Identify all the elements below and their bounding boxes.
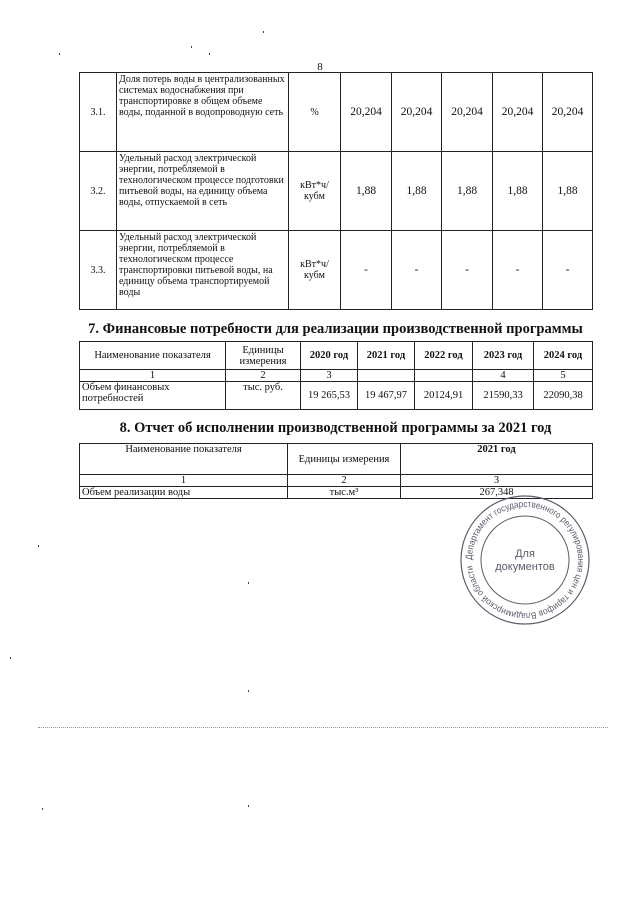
scan-speck bbox=[191, 46, 192, 48]
indicator-value: 1,88 bbox=[442, 152, 493, 231]
indicator-value: 20,204 bbox=[442, 73, 493, 152]
index-cell: 1 bbox=[80, 475, 288, 487]
indicator-name: Доля потерь воды в централизованных системах водоснабжения при транспортировке в общем объеме воды, поданной в водопроводную сеть bbox=[117, 73, 289, 152]
scan-speck bbox=[248, 582, 249, 584]
scan-speck bbox=[209, 53, 210, 55]
index-cell: 1 bbox=[80, 370, 226, 382]
official-stamp bbox=[459, 494, 591, 626]
indicator-unit: % bbox=[289, 73, 341, 152]
scan-artifact-line bbox=[38, 727, 608, 728]
indicator-value: - bbox=[442, 231, 493, 310]
row-number: 3.1. bbox=[80, 73, 117, 152]
indicator-name: Объем реализации воды bbox=[80, 487, 288, 499]
indicator-name: Удельный расход электрической энергии, потребляемой в технологическом процессе транспортировки питьевой воды, на единицу объема транспортируемой воды bbox=[117, 231, 289, 310]
row-number: 3.3. bbox=[80, 231, 117, 310]
scan-speck bbox=[10, 657, 11, 659]
financial-value: 19 467,97 bbox=[358, 382, 415, 410]
indicator-value: - bbox=[543, 231, 593, 310]
table-header-row bbox=[80, 342, 593, 370]
indicator-value: 1,88 bbox=[493, 152, 543, 231]
indicator-value: 20,204 bbox=[341, 73, 392, 152]
column-header: Единицы измерения bbox=[226, 342, 301, 370]
indicator-unit: кВт*ч/ кубм bbox=[289, 231, 341, 310]
column-header: 2021 год bbox=[358, 342, 415, 370]
indicator-value: 20,204 bbox=[493, 73, 543, 152]
stamp-center-line2: документов bbox=[495, 561, 555, 573]
stamp-graphic bbox=[459, 494, 591, 626]
financial-needs-table bbox=[79, 341, 593, 410]
index-cell: 2 bbox=[288, 475, 401, 487]
scan-speck bbox=[248, 690, 249, 692]
row-number: 3.2. bbox=[80, 152, 117, 231]
page-number: 8 bbox=[317, 61, 323, 73]
table-row bbox=[80, 73, 593, 152]
index-cell: 4 bbox=[473, 370, 534, 382]
index-cell: 3 bbox=[401, 475, 593, 487]
column-header: Единицы измерения bbox=[288, 444, 401, 475]
stamp-ring-text: Департамент государственного регулирования цен и тарифов Владимирской области bbox=[463, 498, 587, 622]
section-8-title: 8. Отчет об исполнении производственной программы за 2021 год bbox=[119, 420, 552, 436]
indicator-value: 1,88 bbox=[341, 152, 392, 231]
financial-value: 21590,33 bbox=[473, 382, 534, 410]
financial-value: 19 265,53 bbox=[301, 382, 358, 410]
table-header-row bbox=[80, 444, 593, 475]
column-header: 2024 год bbox=[534, 342, 593, 370]
scan-speck bbox=[42, 808, 43, 810]
indicator-value: 1,88 bbox=[392, 152, 442, 231]
column-header: 2023 год bbox=[473, 342, 534, 370]
program-report-table bbox=[79, 443, 593, 499]
indicator-name: Удельный расход электрической энергии, потребляемой в технологическом процессе подготовки питьевой воды, на единицу объема воды, отпускаемой в сеть bbox=[117, 152, 289, 231]
indicator-value: - bbox=[392, 231, 442, 310]
report-value: 267,348 bbox=[401, 487, 593, 499]
scan-speck bbox=[263, 31, 264, 33]
column-header: Наименование показателя bbox=[80, 444, 288, 475]
section-7-title: 7. Финансовые потребности для реализации производственной программы bbox=[88, 321, 583, 337]
index-cell bbox=[358, 370, 415, 382]
stamp-center-line1: Для bbox=[515, 548, 535, 560]
index-cell: 3 bbox=[301, 370, 358, 382]
indicator-value: 20,204 bbox=[392, 73, 442, 152]
indicator-value: - bbox=[493, 231, 543, 310]
column-header: 2020 год bbox=[301, 342, 358, 370]
scan-speck bbox=[248, 805, 249, 807]
indicator-value: 1,88 bbox=[543, 152, 593, 231]
index-cell: 5 bbox=[534, 370, 593, 382]
financial-value: 20124,91 bbox=[415, 382, 473, 410]
table-row bbox=[80, 231, 593, 310]
index-cell: 2 bbox=[226, 370, 301, 382]
indicators-table bbox=[79, 72, 593, 310]
table-row bbox=[80, 152, 593, 231]
indicator-unit: тыс.м³ bbox=[288, 487, 401, 499]
indicator-unit: тыс. руб. bbox=[226, 382, 301, 410]
scan-speck bbox=[59, 53, 60, 55]
financial-value: 22090,38 bbox=[534, 382, 593, 410]
index-row bbox=[80, 475, 593, 487]
indicator-value: 20,204 bbox=[543, 73, 593, 152]
indicator-value: - bbox=[341, 231, 392, 310]
indicator-name: Объем финансовых потребностей bbox=[80, 382, 226, 410]
column-header: 2022 год bbox=[415, 342, 473, 370]
column-header: 2021 год bbox=[401, 444, 593, 475]
index-cell bbox=[415, 370, 473, 382]
index-row bbox=[80, 370, 593, 382]
indicator-unit: кВт*ч/ кубм bbox=[289, 152, 341, 231]
table-row bbox=[80, 382, 593, 410]
column-header: Наименование показателя bbox=[80, 342, 226, 370]
scan-speck bbox=[38, 545, 39, 547]
